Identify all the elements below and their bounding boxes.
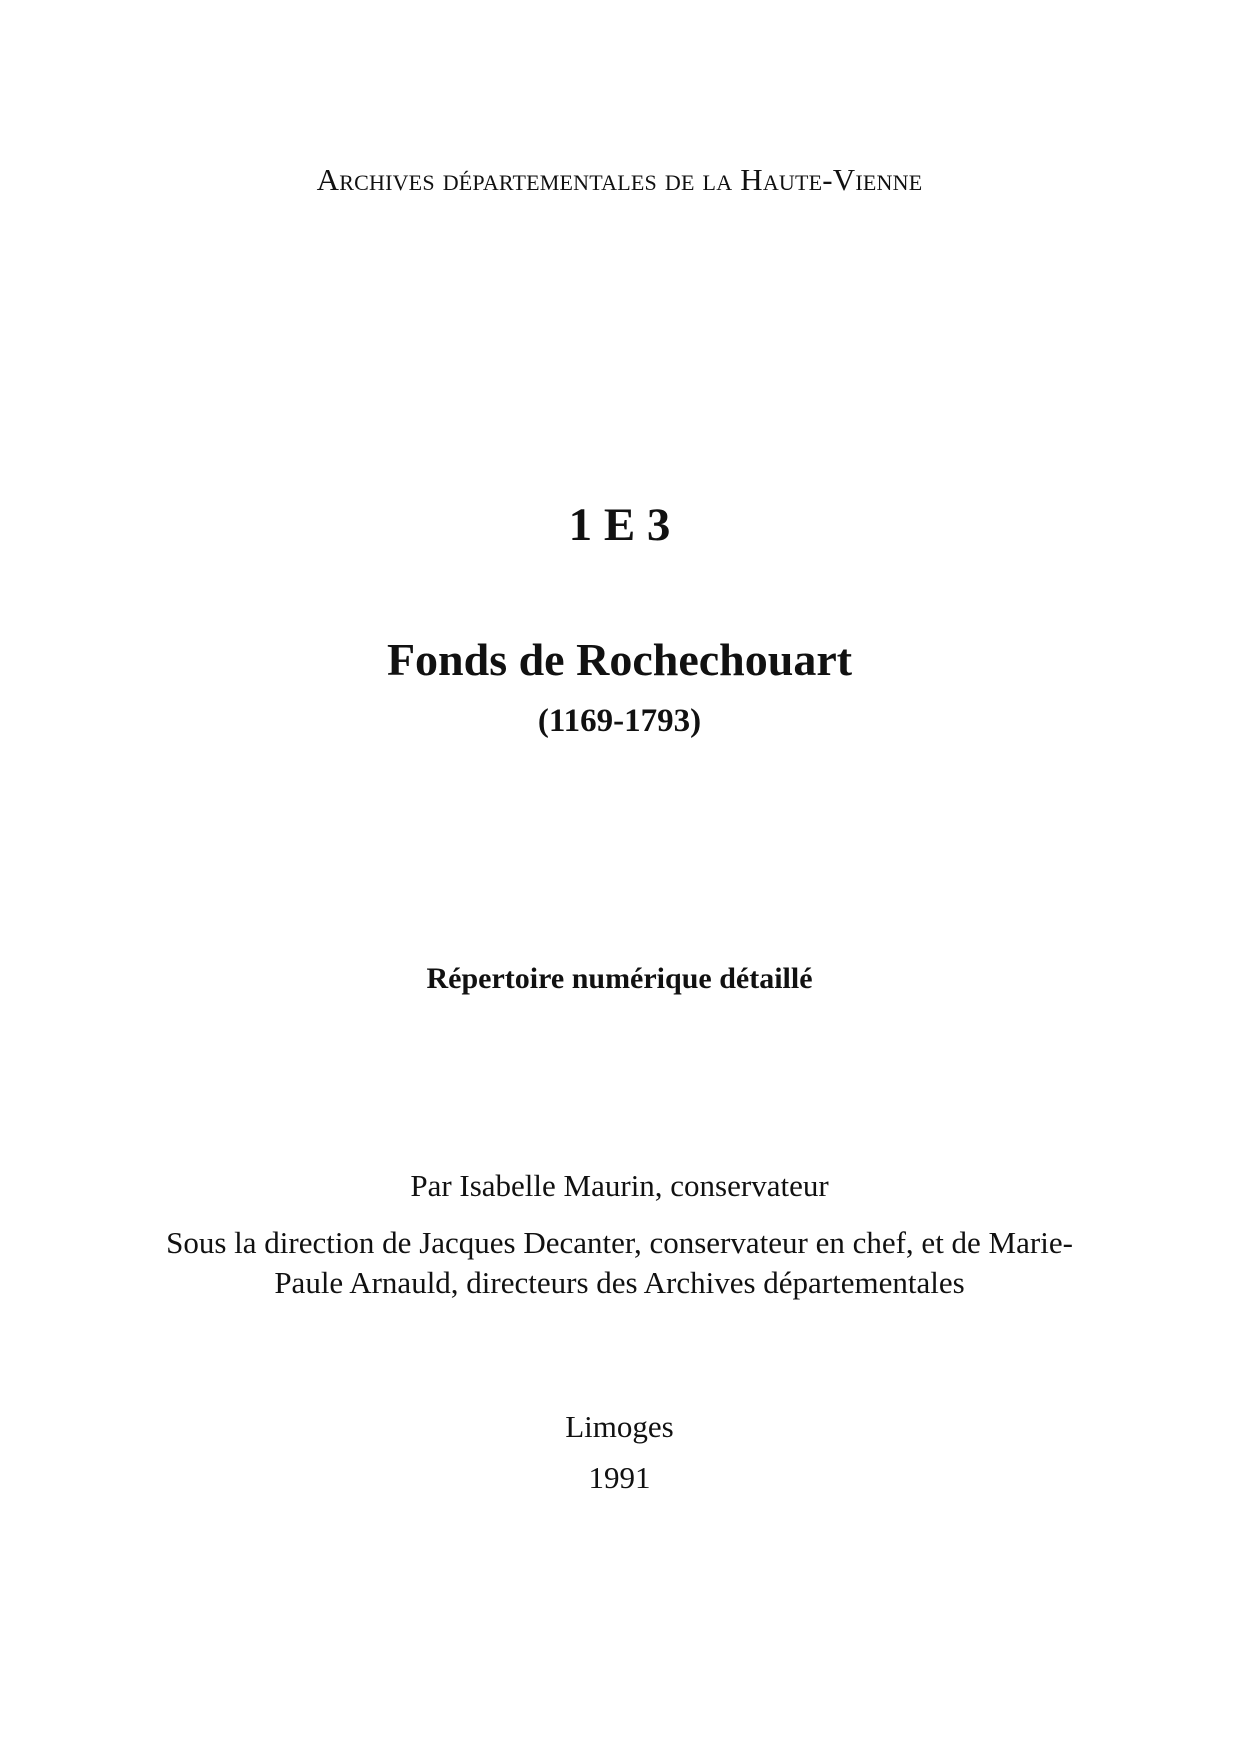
author-line: Par Isabelle Maurin, conservateur <box>410 1168 829 1203</box>
direction-line-2: Paule Arnauld, directeurs des Archives départementales <box>274 1265 965 1300</box>
date-range: (1169-1793) <box>537 703 702 739</box>
publication-place: Limoges <box>565 1409 674 1444</box>
publication-year: 1991 <box>588 1460 651 1495</box>
document-subtitle: Répertoire numérique détaillé <box>426 962 813 995</box>
direction-line-1: Sous la direction de Jacques Decanter, conservateur en chef, et de Marie- <box>166 1225 1073 1260</box>
call-number: 1 E 3 <box>568 499 671 551</box>
institution-heading: Archives départementales de la Haute-Vienne <box>316 162 923 197</box>
document-title: Fonds de Rochechouart <box>386 634 853 685</box>
